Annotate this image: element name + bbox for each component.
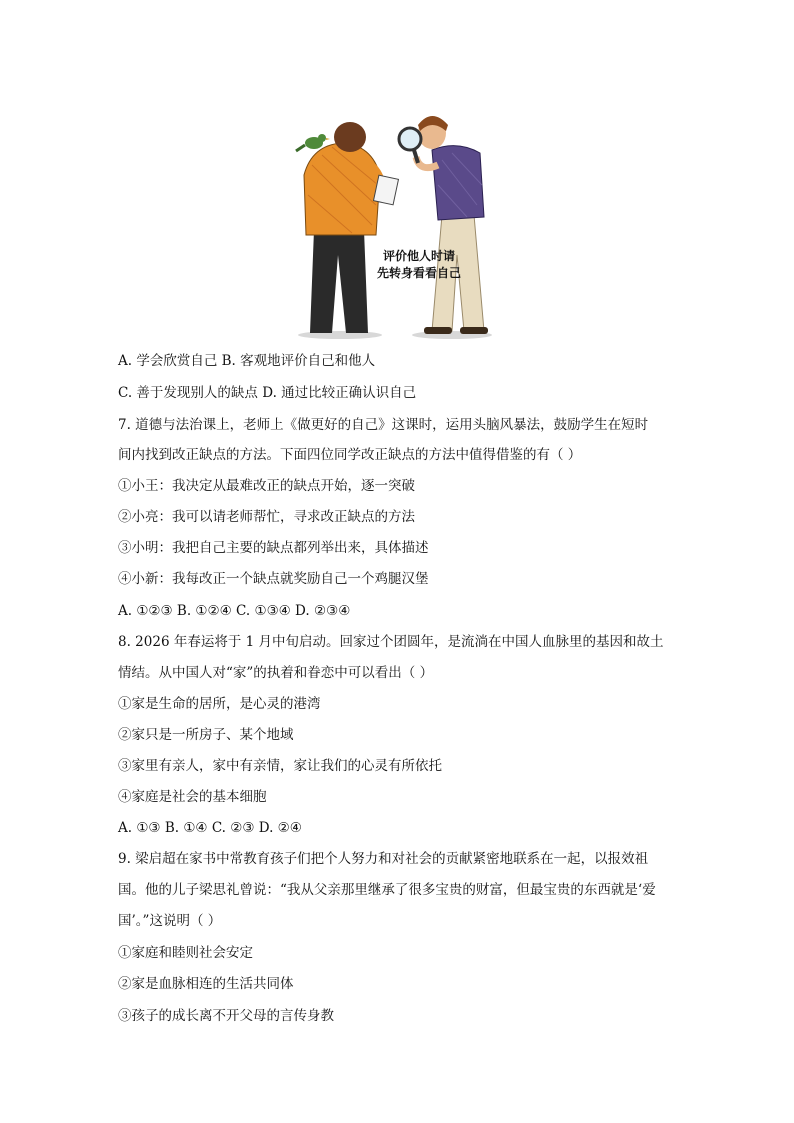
q6-options-line-2: C. 善于发现别人的缺点 D. 通过比较正确认识自己 — [118, 385, 417, 401]
q9-item-2: ②家是血脉相连的生活共同体 — [118, 976, 294, 992]
q9-item-1: ①家庭和睦则社会安定 — [118, 945, 253, 961]
q7-item-4: ④小新：我每改正一个缺点就奖励自己一个鸡腿汉堡 — [118, 571, 429, 587]
q8-stem-line-1: 8. 2026 年春运将于 1 月中旬启动。回家过个团圆年，是流淌在中国人血脉里的基因和故土 — [118, 634, 664, 650]
q9-item-3: ③孩子的成长离不开父母的言传身教 — [118, 1008, 334, 1024]
illustration — [292, 105, 502, 340]
q7-stem-line-1: 7. 道德与法治课上，老师上《做更好的自己》这课时，运用头脑风暴法，鼓励学生在短时 — [118, 417, 649, 433]
illustration-caption — [354, 248, 484, 282]
q7-item-1: ①小王：我决定从最难改正的缺点开始，逐一突破 — [118, 478, 415, 494]
q9-stem-line-1: 9. 梁启超在家书中常教育孩子们把个人努力和对社会的贡献紧密地联系在一起，以报效祖 — [118, 851, 649, 867]
q6-options-line-1: A. 学会欣赏自己 B. 客观地评价自己和他人 — [118, 353, 376, 369]
caption-line-2: 先转身看看自己 — [376, 266, 461, 280]
q7-item-3: ③小明：我把自己主要的缺点都列举出来，具体描述 — [118, 540, 429, 556]
q8-item-1: ①家是生命的居所，是心灵的港湾 — [118, 696, 321, 712]
q7-stem-line-2: 间内找到改正缺点的方法。下面四位同学改正缺点的方法中值得借鉴的有（ ） — [118, 447, 582, 463]
q9-stem-line-2: 国。他的儿子梁思礼曾说：“我从父亲那里继承了很多宝贵的财富，但最宝贵的东西就是‘爱 — [118, 882, 656, 898]
q8-item-2: ②家只是一所房子、某个地域 — [118, 727, 294, 743]
q8-stem-line-2: 情结。从中国人对“家”的执着和眷恋中可以看出（ ） — [118, 665, 434, 681]
q9-stem-line-3: 国’。”这说明（ ） — [118, 913, 222, 929]
q8-item-3: ③家里有亲人，家中有亲情，家让我们的心灵有所依托 — [118, 758, 442, 774]
q8-options: A. ①③ B. ①④ C. ②③ D. ②④ — [118, 820, 302, 836]
q7-item-2: ②小亮：我可以请老师帮忙，寻求改正缺点的方法 — [118, 509, 415, 525]
q7-options: A. ①②③ B. ①②④ C. ①③④ D. ②③④ — [118, 603, 351, 619]
two-people-magnifier-illustration — [292, 105, 502, 340]
caption-line-1: 评价他人时请 — [382, 249, 455, 263]
q8-item-4: ④家庭是社会的基本细胞 — [118, 789, 267, 805]
